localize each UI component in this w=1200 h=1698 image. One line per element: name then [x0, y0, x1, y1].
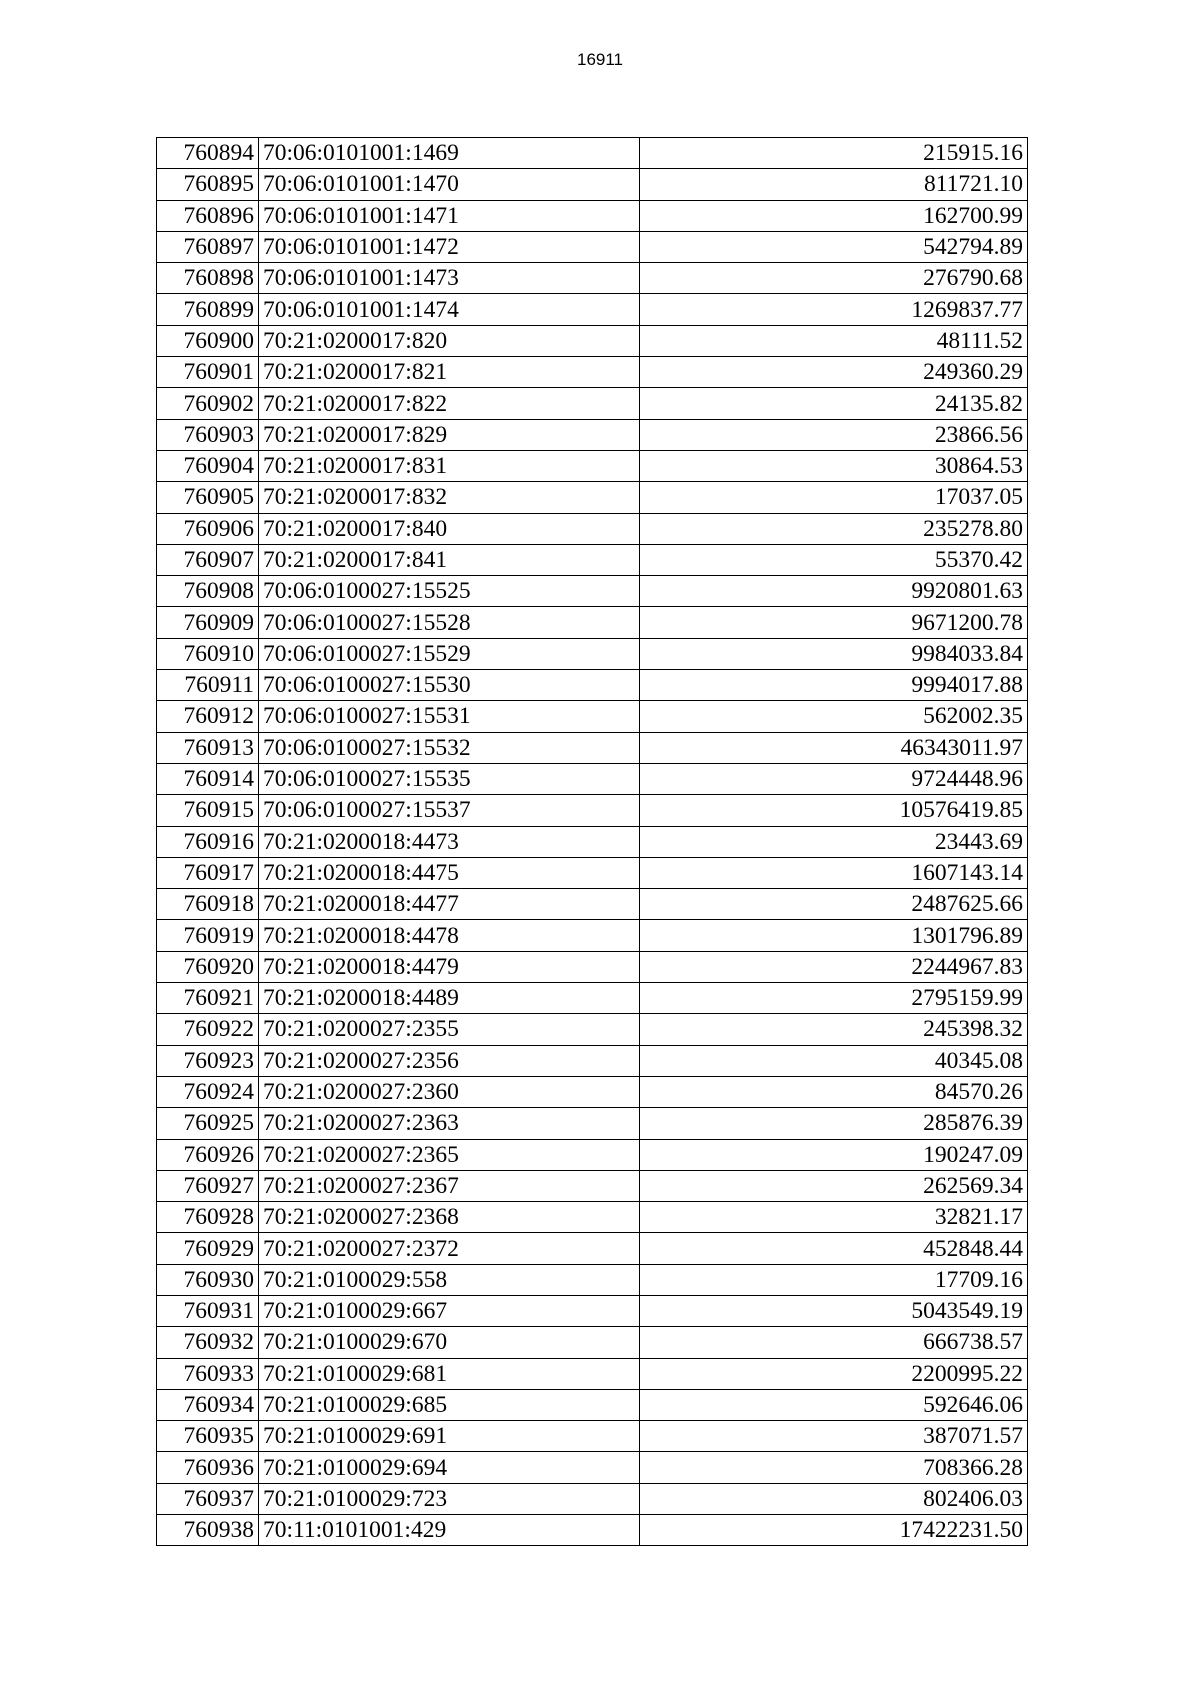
row-id-cell: 760922 — [157, 1014, 259, 1045]
row-id-cell: 760913 — [157, 732, 259, 763]
row-id-cell: 760923 — [157, 1045, 259, 1076]
row-id-cell: 760919 — [157, 920, 259, 951]
table-row — [157, 1108, 1028, 1139]
cadastral-number-cell: 70:21:0200017:820 — [259, 325, 640, 356]
table-row — [157, 1483, 1028, 1514]
table-row — [157, 1139, 1028, 1170]
table-row — [157, 1264, 1028, 1295]
cadastral-number-cell: 70:21:0200027:2360 — [259, 1076, 640, 1107]
table-body — [157, 138, 1028, 1546]
value-cell: 46343011.97 — [640, 732, 1028, 763]
value-cell: 32821.17 — [640, 1202, 1028, 1233]
row-id-cell: 760900 — [157, 325, 259, 356]
table-row — [157, 1421, 1028, 1452]
value-cell: 262569.34 — [640, 1170, 1028, 1201]
cadastral-number-cell: 70:06:0101001:1473 — [259, 263, 640, 294]
row-id-cell: 760934 — [157, 1389, 259, 1420]
value-cell: 48111.52 — [640, 325, 1028, 356]
table-row — [157, 607, 1028, 638]
table-row — [157, 1076, 1028, 1107]
cadastral-number-cell: 70:21:0200027:2367 — [259, 1170, 640, 1201]
cadastral-number-cell: 70:21:0100029:667 — [259, 1295, 640, 1326]
value-cell: 55370.42 — [640, 544, 1028, 575]
value-cell: 30864.53 — [640, 450, 1028, 481]
table-row — [157, 357, 1028, 388]
row-id-cell: 760907 — [157, 544, 259, 575]
value-cell: 1301796.89 — [640, 920, 1028, 951]
value-cell: 2795159.99 — [640, 983, 1028, 1014]
table-row — [157, 482, 1028, 513]
value-cell: 24135.82 — [640, 388, 1028, 419]
row-id-cell: 760894 — [157, 138, 259, 169]
table-row — [157, 795, 1028, 826]
row-id-cell: 760936 — [157, 1452, 259, 1483]
row-id-cell: 760908 — [157, 576, 259, 607]
cadastral-number-cell: 70:21:0200018:4478 — [259, 920, 640, 951]
value-cell: 190247.09 — [640, 1139, 1028, 1170]
value-cell: 2487625.66 — [640, 889, 1028, 920]
cadastral-number-cell: 70:21:0200017:829 — [259, 419, 640, 450]
table-row — [157, 1202, 1028, 1233]
cadastral-number-cell: 70:21:0100029:723 — [259, 1483, 640, 1514]
value-cell: 249360.29 — [640, 357, 1028, 388]
row-id-cell: 760933 — [157, 1358, 259, 1389]
table-row — [157, 513, 1028, 544]
cadastral-number-cell: 70:06:0100027:15528 — [259, 607, 640, 638]
cadastral-number-cell: 70:21:0200027:2355 — [259, 1014, 640, 1045]
value-cell: 17037.05 — [640, 482, 1028, 513]
cadastral-number-cell: 70:21:0100029:685 — [259, 1389, 640, 1420]
row-id-cell: 760937 — [157, 1483, 259, 1514]
row-id-cell: 760916 — [157, 826, 259, 857]
table-row — [157, 325, 1028, 356]
cadastral-number-cell: 70:21:0200027:2372 — [259, 1233, 640, 1264]
cadastral-number-cell: 70:06:0101001:1474 — [259, 294, 640, 325]
table-row — [157, 857, 1028, 888]
page-number: 16911 — [576, 50, 623, 69]
value-cell: 562002.35 — [640, 701, 1028, 732]
row-id-cell: 760932 — [157, 1327, 259, 1358]
table-row — [157, 670, 1028, 701]
table-row — [157, 1233, 1028, 1264]
table-row — [157, 169, 1028, 200]
cadastral-number-cell: 70:06:0101001:1470 — [259, 169, 640, 200]
cadastral-number-cell: 70:21:0200018:4473 — [259, 826, 640, 857]
cadastral-number-cell: 70:21:0200017:831 — [259, 450, 640, 481]
cadastral-number-cell: 70:06:0100027:15529 — [259, 638, 640, 669]
row-id-cell: 760938 — [157, 1515, 259, 1546]
row-id-cell: 760903 — [157, 419, 259, 450]
value-cell: 40345.08 — [640, 1045, 1028, 1076]
table-row — [157, 951, 1028, 982]
row-id-cell: 760924 — [157, 1076, 259, 1107]
value-cell: 9724448.96 — [640, 763, 1028, 794]
row-id-cell: 760929 — [157, 1233, 259, 1264]
table-row — [157, 294, 1028, 325]
value-cell: 802406.03 — [640, 1483, 1028, 1514]
row-id-cell: 760898 — [157, 263, 259, 294]
value-cell: 2200995.22 — [640, 1358, 1028, 1389]
row-id-cell: 760896 — [157, 200, 259, 231]
value-cell: 9920801.63 — [640, 576, 1028, 607]
cadastral-number-cell: 70:06:0100027:15530 — [259, 670, 640, 701]
cadastral-number-cell: 70:21:0200017:840 — [259, 513, 640, 544]
table-row — [157, 263, 1028, 294]
cadastral-number-cell: 70:06:0101001:1471 — [259, 200, 640, 231]
cadastral-value-table — [156, 137, 1028, 1546]
value-cell: 811721.10 — [640, 169, 1028, 200]
row-id-cell: 760895 — [157, 169, 259, 200]
table-row — [157, 419, 1028, 450]
value-cell: 17422231.50 — [640, 1515, 1028, 1546]
row-id-cell: 760914 — [157, 763, 259, 794]
value-cell: 276790.68 — [640, 263, 1028, 294]
value-cell: 666738.57 — [640, 1327, 1028, 1358]
table-row — [157, 1452, 1028, 1483]
table-row — [157, 1358, 1028, 1389]
value-cell: 387071.57 — [640, 1421, 1028, 1452]
table-row — [157, 576, 1028, 607]
row-id-cell: 760912 — [157, 701, 259, 732]
table-row — [157, 920, 1028, 951]
cadastral-number-cell: 70:21:0200027:2365 — [259, 1139, 640, 1170]
row-id-cell: 760906 — [157, 513, 259, 544]
value-cell: 9994017.88 — [640, 670, 1028, 701]
row-id-cell: 760920 — [157, 951, 259, 982]
table-row — [157, 1170, 1028, 1201]
table-row — [157, 889, 1028, 920]
table-row — [157, 388, 1028, 419]
cadastral-number-cell: 70:21:0200027:2363 — [259, 1108, 640, 1139]
row-id-cell: 760935 — [157, 1421, 259, 1452]
row-id-cell: 760915 — [157, 795, 259, 826]
table-row — [157, 1327, 1028, 1358]
table-row — [157, 638, 1028, 669]
row-id-cell: 760918 — [157, 889, 259, 920]
value-cell: 9984033.84 — [640, 638, 1028, 669]
table-row — [157, 450, 1028, 481]
cadastral-number-cell: 70:21:0200027:2356 — [259, 1045, 640, 1076]
cadastral-number-cell: 70:21:0200017:841 — [259, 544, 640, 575]
cadastral-number-cell: 70:06:0101001:1469 — [259, 138, 640, 169]
value-cell: 5043549.19 — [640, 1295, 1028, 1326]
cadastral-number-cell: 70:21:0200018:4489 — [259, 983, 640, 1014]
value-cell: 17709.16 — [640, 1264, 1028, 1295]
row-id-cell: 760911 — [157, 670, 259, 701]
value-cell: 452848.44 — [640, 1233, 1028, 1264]
table-row — [157, 1389, 1028, 1420]
value-cell: 592646.06 — [640, 1389, 1028, 1420]
row-id-cell: 760930 — [157, 1264, 259, 1295]
table-row — [157, 138, 1028, 169]
row-id-cell: 760931 — [157, 1295, 259, 1326]
cadastral-number-cell: 70:06:0100027:15537 — [259, 795, 640, 826]
cadastral-number-cell: 70:06:0100027:15531 — [259, 701, 640, 732]
cadastral-number-cell: 70:21:0200027:2368 — [259, 1202, 640, 1233]
table-row — [157, 1515, 1028, 1546]
cadastral-number-cell: 70:06:0100027:15535 — [259, 763, 640, 794]
cadastral-number-cell: 70:21:0100029:670 — [259, 1327, 640, 1358]
value-cell: 215915.16 — [640, 138, 1028, 169]
cadastral-number-cell: 70:06:0101001:1472 — [259, 231, 640, 262]
value-cell: 84570.26 — [640, 1076, 1028, 1107]
value-cell: 1269837.77 — [640, 294, 1028, 325]
cadastral-number-cell: 70:06:0100027:15525 — [259, 576, 640, 607]
value-cell: 285876.39 — [640, 1108, 1028, 1139]
table-row — [157, 763, 1028, 794]
row-id-cell: 760921 — [157, 983, 259, 1014]
cadastral-number-cell: 70:21:0100029:681 — [259, 1358, 640, 1389]
table-row — [157, 983, 1028, 1014]
cadastral-number-cell: 70:21:0100029:691 — [259, 1421, 640, 1452]
table-row — [157, 826, 1028, 857]
row-id-cell: 760902 — [157, 388, 259, 419]
table-row — [157, 200, 1028, 231]
table-row — [157, 732, 1028, 763]
row-id-cell: 760905 — [157, 482, 259, 513]
row-id-cell: 760899 — [157, 294, 259, 325]
row-id-cell: 760928 — [157, 1202, 259, 1233]
table-row — [157, 1014, 1028, 1045]
cadastral-number-cell: 70:21:0200018:4477 — [259, 889, 640, 920]
cadastral-number-cell: 70:21:0200017:822 — [259, 388, 640, 419]
cadastral-number-cell: 70:21:0200017:821 — [259, 357, 640, 388]
value-cell: 23443.69 — [640, 826, 1028, 857]
cadastral-number-cell: 70:21:0100029:694 — [259, 1452, 640, 1483]
row-id-cell: 760901 — [157, 357, 259, 388]
value-cell: 708366.28 — [640, 1452, 1028, 1483]
table-row — [157, 231, 1028, 262]
table-row — [157, 701, 1028, 732]
cadastral-number-cell: 70:21:0200018:4475 — [259, 857, 640, 888]
row-id-cell: 760910 — [157, 638, 259, 669]
row-id-cell: 760897 — [157, 231, 259, 262]
row-id-cell: 760925 — [157, 1108, 259, 1139]
value-cell: 235278.80 — [640, 513, 1028, 544]
value-cell: 542794.89 — [640, 231, 1028, 262]
cadastral-number-cell: 70:21:0200017:832 — [259, 482, 640, 513]
table-row — [157, 1045, 1028, 1076]
row-id-cell: 760926 — [157, 1139, 259, 1170]
value-cell: 162700.99 — [640, 200, 1028, 231]
row-id-cell: 760927 — [157, 1170, 259, 1201]
row-id-cell: 760917 — [157, 857, 259, 888]
value-cell: 245398.32 — [640, 1014, 1028, 1045]
value-cell: 1607143.14 — [640, 857, 1028, 888]
value-cell: 9671200.78 — [640, 607, 1028, 638]
cadastral-number-cell: 70:21:0200018:4479 — [259, 951, 640, 982]
table-row — [157, 544, 1028, 575]
row-id-cell: 760904 — [157, 450, 259, 481]
value-cell: 2244967.83 — [640, 951, 1028, 982]
value-cell: 10576419.85 — [640, 795, 1028, 826]
cadastral-number-cell: 70:21:0100029:558 — [259, 1264, 640, 1295]
cadastral-number-cell: 70:11:0101001:429 — [259, 1515, 640, 1546]
row-id-cell: 760909 — [157, 607, 259, 638]
value-cell: 23866.56 — [640, 419, 1028, 450]
table-row — [157, 1295, 1028, 1326]
cadastral-number-cell: 70:06:0100027:15532 — [259, 732, 640, 763]
